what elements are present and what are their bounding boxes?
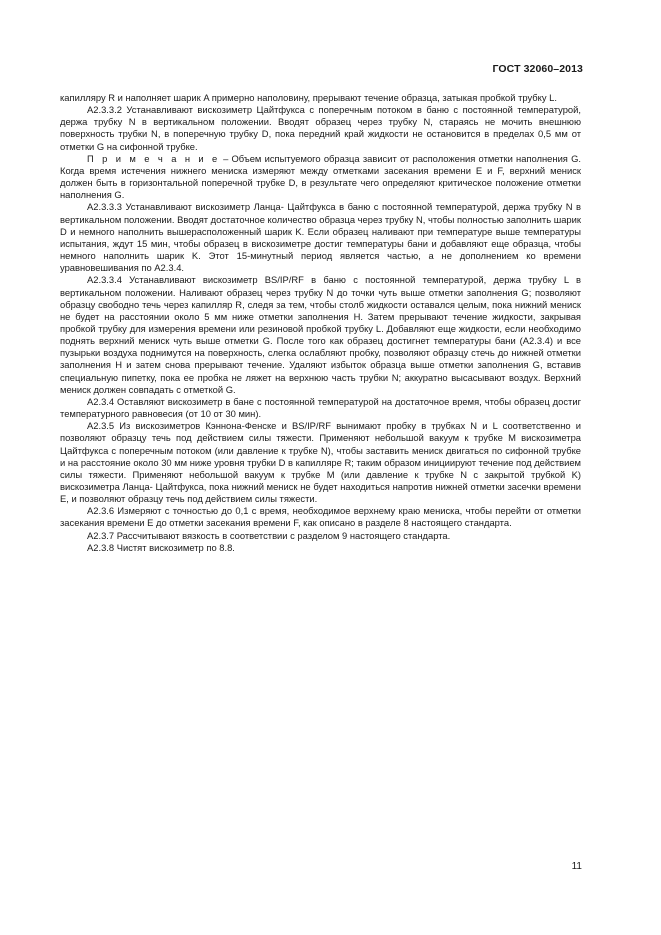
page-number: 11 — [571, 861, 582, 872]
paragraph-a2-3-3-3: А2.3.3.3 Устанавливают вискозиметр Ланца- Цайтфукса в баню с постоянной температурой, держа трубку N в вертикальном положении. Вводят достаточное количество образца через трубку N, чтобы полностью заполнить шарик D и немного наполнить вышерасположенный шарик K. Если образец наливают при температуре выше температуры испытания, ждут 15 мин, чтобы образец в вискозиметре достиг температуры бани и добавляют еще образца, чтобы немного наполнить шарик K. Этот 15-минутный период является частью, а не дополнением ко времени уравновешивания по А2.3.4. — [60, 201, 581, 274]
note-label: П р и м е ч а н и е — [87, 152, 220, 164]
note-text: – Объем испытуемого образца зависит от расположения отметки наполнения G. Когда время истечения нижнего мениска измеряют между отметками засекания времени E и F, верхний мениск должен быть в горизонтальной поперечной трубке D, в результате чего определяют критическое положение отметки наполнения G. — [60, 152, 581, 201]
paragraph-a2-3-5: А2.3.5 Из вискозиметров Кэннона-Фенске и BS/IP/RF вынимают пробку в трубках N и L соответственно и позволяют образцу течь под действием силы тяжести. Применяют небольшой вакуум к трубке M вискозиметра Цайтфукса с поперечным потоком (или давление к трубке N), чтобы заставить мениск двигаться по сифонной трубке и на расстояние около 30 мм ниже уровня трубки D в капилляре R; таким образом инициируют течение под действием силы тяжести. Применяют небольшой вакуум к трубке M (или давление к трубке N с закрытой трубкой K) вискозиметра Ланца- Цайтфукса, пока нижний мениск не будет находиться напротив нижней отметки засечки времени E, и позволяют образцу течь под действием силы тяжести. — [60, 420, 581, 505]
paragraph-note — [60, 153, 581, 202]
paragraph-a2-3-3-2: А2.3.3.2 Устанавливают вискозиметр Цайтфукса с поперечным потоком в баню с постоянной температурой, держа трубку N в вертикальном положении. Вводят образец через трубку N, стараясь не мочить внешнюю поверхность трубки N, в поперечную трубку D, пока передний край жидкости не остановится в пределах 0,5 мм от отметки G на сифонной трубке. — [60, 104, 581, 152]
paragraph-a2-3-7: А2.3.7 Рассчитывают вязкость в соответствии с разделом 9 настоящего стандарта. — [87, 529, 451, 541]
paragraph-a2-3-6: А2.3.6 Измеряют с точностью до 0,1 с время, необходимое верхнему краю мениска, чтобы перейти от отметки засекания времени E до отметки засекания времени F, как описано в разделе 8 настоящего стандарта. — [60, 505, 581, 529]
document-body — [60, 92, 581, 554]
paragraph-a2-3-4: А2.3.4 Оставляют вискозиметр в бане с постоянной температурой на достаточное время, чтобы образец достиг температурного равновесия (от 10 от 30 мин). — [60, 395, 581, 420]
paragraph-a2-3-8: А2.3.8 Чистят вискозиметр по 8.8. — [87, 541, 235, 553]
paragraph-a2-3-3-4: А2.3.3.4 Устанавливают вискозиметр BS/IP/RF в баню с постоянной температурой, держа трубку L в вертикальном положении. Наливают образец через трубку N до точки чуть выше отметки заполнения G; позволяют образцу свободно течь через капилляр R, следя за тем, чтобы столб жидкости оставался целым, пока нижний мениск не будет на расстоянии около 5 мм ниже отметки заполнения H. Затем прерывают течение жидкости, закрывая пробкой трубку для измерения времени или резиновой пробкой трубку L. Добавляют еще жидкости, если необходимо поднять верхний мениск чуть выше отметки G. После того как образец достигнет температуры бани (А2.3.4) и все пузырьки воздуха поднимутся на поверхность, слегка ослабляют пробку, позволяют образцу стечь до нижней отметки заполнения H и затем снова прерывают течение. Удаляют избыток образца выше отметки заполнения G, вставив специальную пипетку, пока ее пробка не ляжет на верхнюю часть трубки N; аккуратно высасывают воздух. Верхний мениск должен совпадать с отметкой G. — [60, 274, 581, 395]
paragraph-continuation: капилляру R и наполняет шарик A примерно наполовину, прерывают течение образца, затыкая пробкой трубку L. — [60, 92, 557, 103]
document-header-standard: ГОСТ 32060–2013 — [492, 63, 583, 75]
